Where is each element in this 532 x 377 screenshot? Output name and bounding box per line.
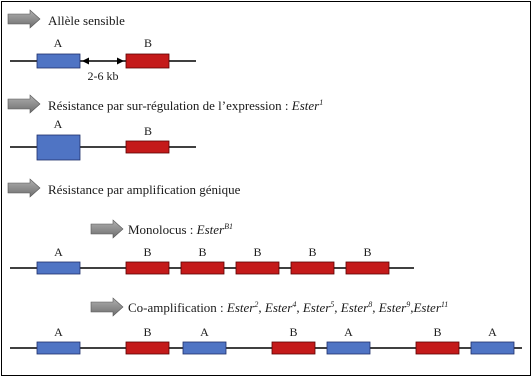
gene-a-label: A	[54, 325, 63, 339]
allele-name: Ester	[413, 300, 441, 315]
gene-b-label: B	[143, 36, 153, 50]
gene-b-box	[126, 141, 169, 153]
gene-b-label: B	[143, 325, 152, 339]
gene-a-label: A	[54, 245, 63, 259]
section-title: Résistance par amplification génique	[48, 182, 241, 197]
section-title: Allèle sensible	[48, 13, 125, 28]
gene-a-box	[37, 262, 80, 274]
allele-separator: ,	[410, 300, 414, 315]
gene-a-box	[37, 54, 80, 68]
gene-a-label: A	[200, 325, 209, 339]
gene-a-label: A	[344, 325, 353, 339]
gene-b-label: B	[433, 325, 442, 339]
gene-b-label: B	[143, 124, 153, 138]
allele-superscript: 2	[254, 300, 259, 309]
allele-superscript: 5	[330, 300, 335, 309]
allele-separator: ,	[372, 300, 379, 315]
gene-a-box	[183, 342, 226, 354]
gene-a-label: A	[488, 325, 497, 339]
gene-a-box	[37, 342, 80, 354]
gene-b-label: B	[143, 245, 152, 259]
allele-separator: ,	[258, 300, 265, 315]
allele-superscript: 11	[440, 300, 449, 309]
gene-a-label: A	[53, 117, 63, 131]
allele-name: Ester	[226, 300, 255, 315]
gene-b-box	[126, 54, 169, 68]
gene-b-box	[181, 262, 224, 274]
gene-b-label: B	[289, 325, 298, 339]
gene-b-box	[126, 262, 169, 274]
gene-b-box	[236, 262, 279, 274]
allele-superscript: 9	[406, 300, 411, 309]
gene-b-box	[126, 342, 169, 354]
gene-b-box	[346, 262, 389, 274]
gene-b-label: B	[198, 245, 207, 259]
gene-b-box	[291, 262, 334, 274]
gene-a-box	[471, 342, 514, 354]
allele-name: Ester	[264, 300, 293, 315]
distance-label: 2-6 kb	[87, 69, 119, 83]
allele-name: Ester	[340, 300, 369, 315]
subsection-title: Monolocus : Ester$^{B1}$	[128, 222, 233, 237]
gene-b-label: B	[363, 245, 372, 259]
allele-superscript: 4	[292, 300, 297, 309]
section-title: Résistance par sur-régulation de l’expression : Ester$^1$	[48, 98, 324, 113]
gene-a-box	[327, 342, 370, 354]
allele-separator: ,	[334, 300, 341, 315]
gene-b-label: B	[308, 245, 317, 259]
gene-b-box	[272, 342, 315, 354]
allele-name: Ester	[302, 300, 331, 315]
allele-superscript: 8	[368, 300, 373, 309]
gene-b-box	[416, 342, 459, 354]
gene-a-label: A	[53, 36, 63, 50]
gene-a-box-overexpressed	[37, 135, 80, 160]
gene-b-label: B	[253, 245, 262, 259]
subsection-title: Co-amplification : Ester$^2$, Ester$^4$, Ester$^5$, Ester$^8$, Ester$^9$,Ester$^{11}$	[128, 300, 449, 315]
allele-name: Ester	[378, 300, 407, 315]
allele-separator: ,	[296, 300, 303, 315]
